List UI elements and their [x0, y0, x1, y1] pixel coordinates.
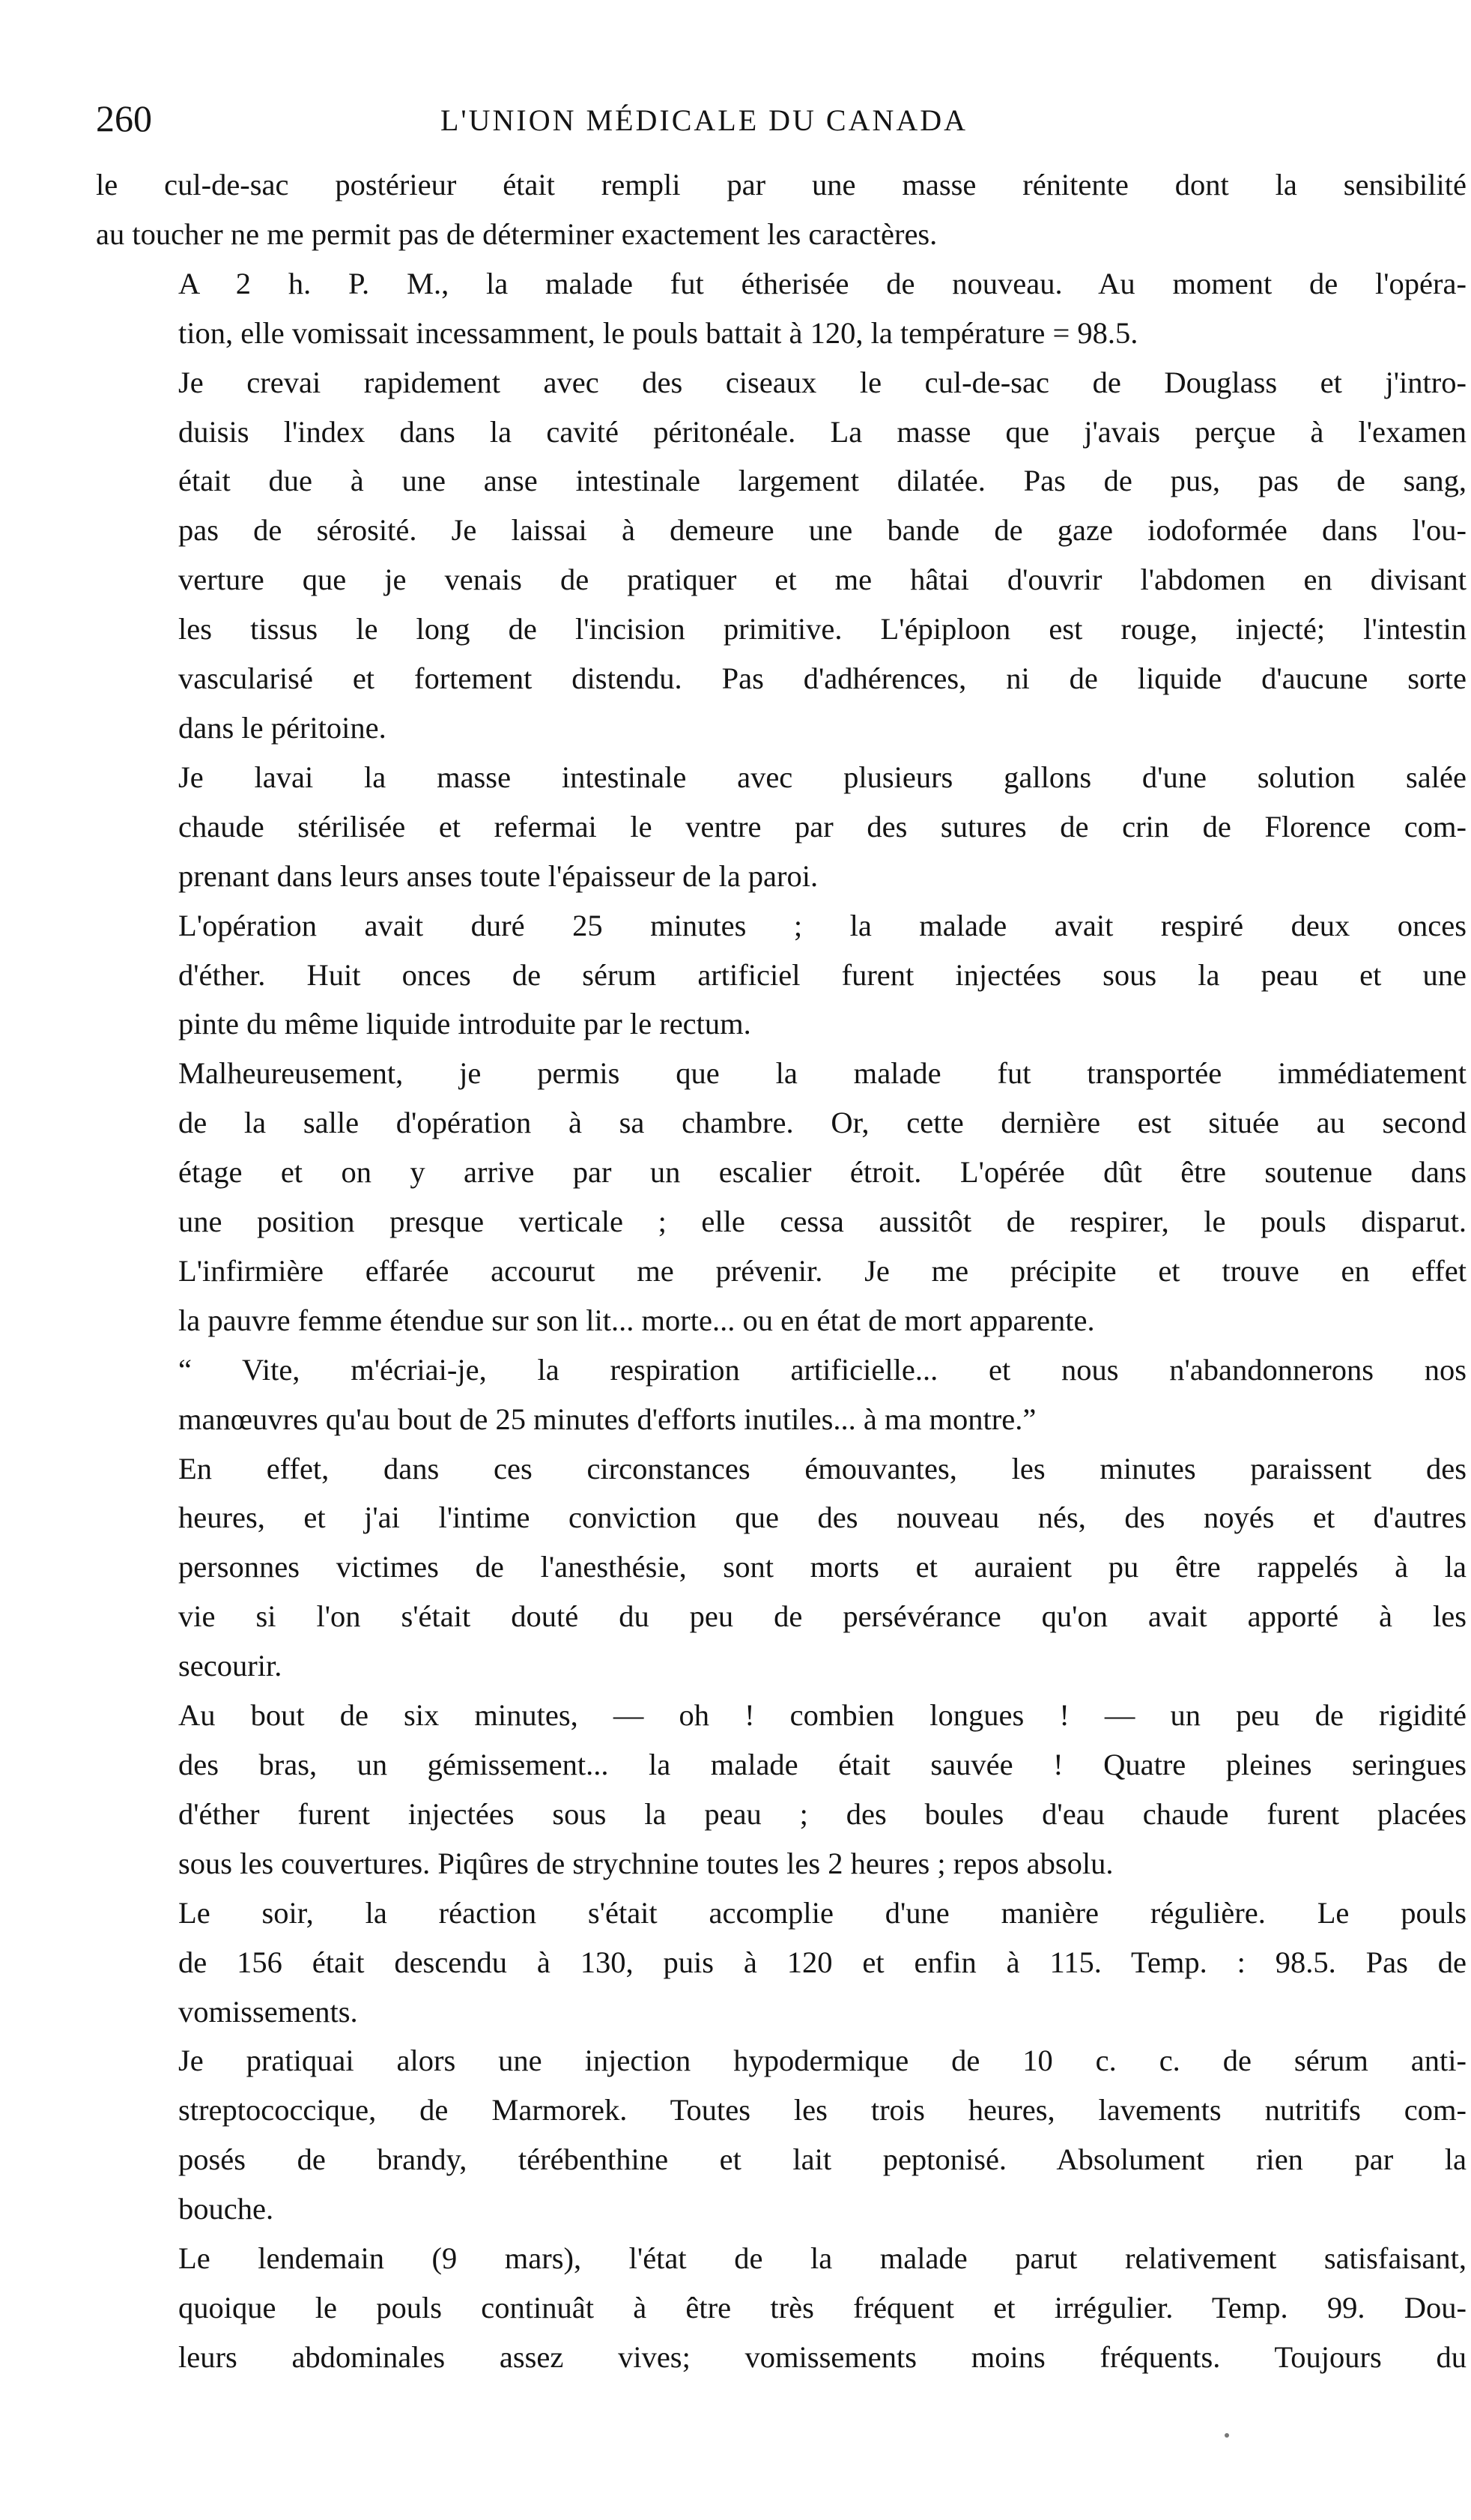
text-line: prenant dans leurs anses toute l'épaisseur de la paroi.: [178, 858, 819, 893]
text-line: leurs abdominales assez vives; vomissements moins fréquents. Toujours du: [178, 2339, 1467, 2374]
text-line: “ Vite, m'écriai-je, la respiration artificielle... et nous n'abandonnerons nos: [178, 1352, 1467, 1387]
text-line: personnes victimes de l'anesthésie, sont morts et auraient pu être rappelés à la: [178, 1550, 1467, 1584]
text-line: duisis l'index dans la cavité péritonéale. La masse que j'avais perçue à l'examen: [178, 414, 1467, 449]
paragraph: [96, 901, 1467, 1050]
text-line: d'éther furent injectées sous la peau ; des boules d'eau chaude furent placées: [178, 1796, 1467, 1831]
text-line: Au bout de six minutes, — oh ! combien longues ! — un peu de rigidité: [178, 1698, 1467, 1733]
text-line: verture que je venais de pratiquer et me hâtai d'ouvrir l'abdomen en divisant: [178, 563, 1467, 597]
paragraph: [96, 1691, 1467, 1889]
text-line: dans le péritoine.: [178, 710, 386, 745]
text-line: posés de brandy, térébenthine et lait peptonisé. Absolument rien par la: [178, 2142, 1467, 2177]
paragraph: [96, 358, 1467, 753]
text-line: Le soir, la réaction s'était accomplie d'une manière régulière. Le pouls: [178, 1895, 1467, 1930]
text-line: la pauvre femme étendue sur son lit... morte... ou en état de mort apparente.: [178, 1303, 1095, 1337]
text-line: L'infirmière effarée accourut me prévenir. Je me précipite et trouve en effet: [178, 1253, 1467, 1288]
text-line: Malheureusement, je permis que la malade fut transportée immédiatement: [178, 1056, 1467, 1091]
text-line: bouche.: [178, 2192, 274, 2226]
text-line: vomissements.: [178, 1994, 358, 2029]
text-line: les tissus le long de l'incision primitive. L'épiploon est rouge, injecté; l'intestin: [178, 612, 1467, 646]
text-line: de la salle d'opération à sa chambre. Or, cette dernière est située au second: [178, 1106, 1467, 1140]
body-text: [96, 160, 1467, 2382]
text-line: une position presque verticale ; elle cessa aussitôt de respirer, le pouls disparut.: [178, 1205, 1467, 1239]
paragraph: [96, 1889, 1467, 2037]
text-line: tion, elle vomissait incessamment, le pouls battait à 120, la température = 98.5.: [178, 315, 1138, 350]
text-line: Je crevai rapidement avec des ciseaux le cul-de-sac de Douglass et j'intro-: [178, 365, 1467, 399]
text-line: Je pratiquai alors une injection hypodermique de 10 c. c. de sérum anti-: [178, 2044, 1467, 2078]
paragraph: [96, 1049, 1467, 1345]
text-line: au toucher ne me permit pas de déterminer exactement les caractères.: [96, 216, 938, 251]
text-line: streptococcique, de Marmorek. Toutes les trois heures, lavements nutritifs com-: [178, 2093, 1467, 2127]
text-line: le cul-de-sac postérieur était rempli par une masse rénitente dont la sensibilité: [96, 168, 1467, 202]
paragraph: [96, 259, 1467, 358]
text-line: était due à une anse intestinale largement dilatée. Pas de pus, pas de sang,: [178, 464, 1467, 498]
text-line: Le lendemain (9 mars), l'état de la malade parut relativement satisfaisant,: [178, 2241, 1467, 2276]
text-line: vascularisé et fortement distendu. Pas d'adhérences, ni de liquide d'aucune sorte: [178, 661, 1467, 696]
text-line: de 156 était descendu à 130, puis à 120 et enfin à 115. Temp. : 98.5. Pas de: [178, 1945, 1467, 1979]
text-line: En effet, dans ces circonstances émouvantes, les minutes paraissent des: [178, 1451, 1467, 1485]
text-line: d'éther. Huit onces de sérum artificiel furent injectées sous la peau et une: [178, 957, 1467, 992]
page-header: [96, 96, 1467, 141]
text-line: pinte du même liquide introduite par le rectum.: [178, 1007, 751, 1041]
paragraph: [96, 1444, 1467, 1691]
text-line: chaude stérilisée et refermai le ventre par des sutures de crin de Florence com-: [178, 809, 1467, 843]
page-number: 260: [96, 97, 152, 139]
text-line: sous les couvertures. Piqûres de strychnine toutes les 2 heures ; repos absolu.: [178, 1846, 1114, 1880]
text-line: quoique le pouls continuât à être très fréquent et irrégulier. Temp. 99. Dou-: [178, 2290, 1467, 2324]
paragraph: [96, 1345, 1467, 1444]
text-line: secourir.: [178, 1649, 282, 1683]
text-line: des bras, un gémissement... la malade était sauvée ! Quatre pleines seringues: [178, 1748, 1467, 1781]
text-line: vie si l'on s'était douté du peu de persévérance qu'on avait apporté à les: [178, 1599, 1467, 1634]
book-page: [96, 96, 1467, 2382]
paragraph: [96, 160, 1467, 259]
text-line: étage et on y arrive par un escalier étroit. L'opérée dût être soutenue dans: [178, 1155, 1467, 1190]
paragraph: [96, 2234, 1467, 2382]
text-line: pas de sérosité. Je laissai à demeure une bande de gaze iodoformée dans l'ou-: [178, 513, 1467, 548]
print-speck: [1225, 2433, 1229, 2438]
running-head: L'UNION MÉDICALE DU CANADA: [440, 103, 968, 137]
paragraph: [96, 753, 1467, 901]
text-line: A 2 h. P. M., la malade fut étherisée de nouveau. Au moment de l'opéra-: [178, 266, 1467, 300]
paragraph: [96, 2036, 1467, 2234]
text-line: heures, et j'ai l'intime conviction que des nouveau nés, des noyés et d'autres: [178, 1500, 1467, 1535]
text-line: Je lavai la masse intestinale avec plusieurs gallons d'une solution salée: [178, 760, 1467, 794]
text-line: L'opération avait duré 25 minutes ; la malade avait respiré deux onces: [178, 908, 1467, 942]
text-line: manœuvres qu'au bout de 25 minutes d'efforts inutiles... à ma montre.”: [178, 1402, 1037, 1436]
